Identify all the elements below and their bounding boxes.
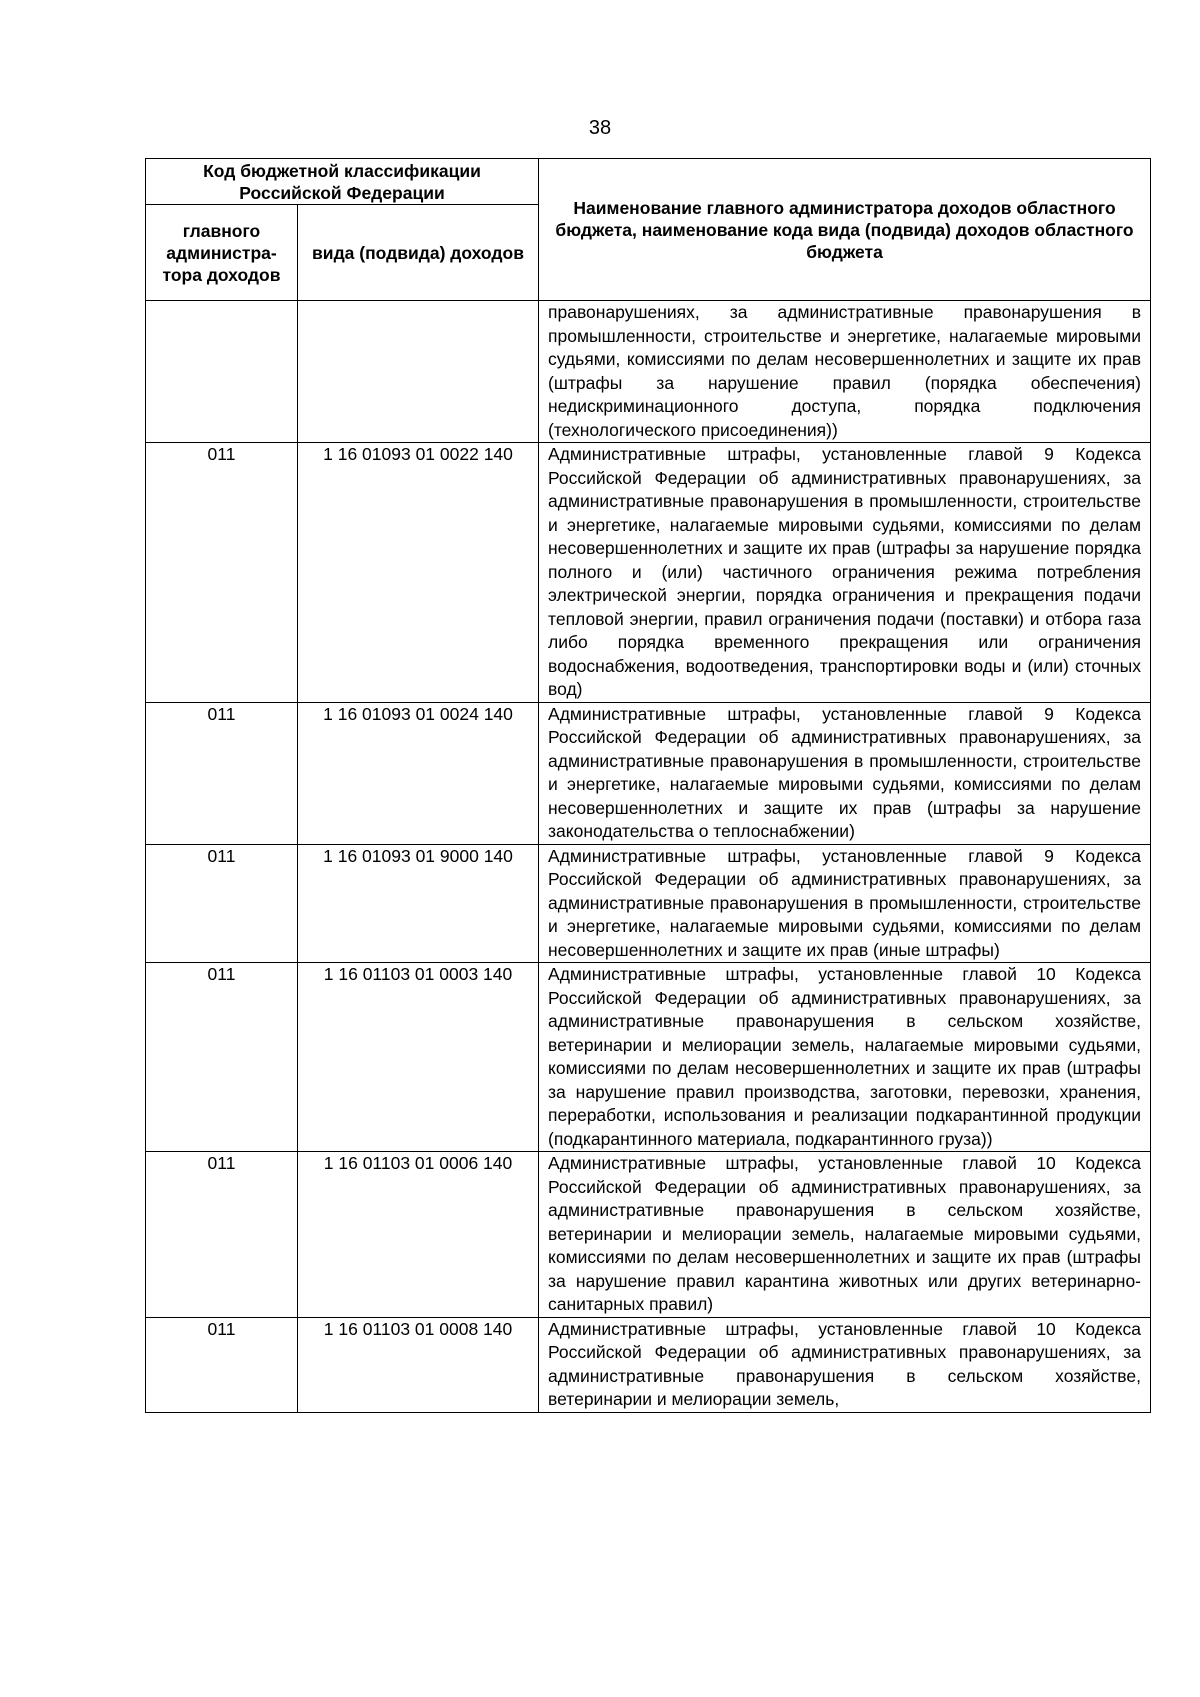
row-admin-code <box>146 301 298 443</box>
table-body <box>146 301 1151 1413</box>
table-row <box>146 1152 1151 1318</box>
row-income-code <box>298 301 539 443</box>
row-income-code: 1 16 01093 01 0022 140 <box>298 443 539 703</box>
budget-classification-table <box>145 158 1151 1413</box>
header-col-code: вида (подвида) доходов <box>298 205 539 301</box>
header-group-title: Код бюджетной классификации Российской Федерации <box>146 159 539 205</box>
header-col-name: Наименование главного администратора доходов областного бюджета, наименование кода вида (подвида) доходов областного бюджета <box>539 159 1151 301</box>
row-income-code: 1 16 01103 01 0008 140 <box>298 1317 539 1412</box>
row-description: Административные штрафы, установленные главой 10 Кодекса Российской Федерации об административных правонарушениях, за административные правонарушения в сельском хозяйстве, ветеринарии и мелиорации земель, налагаемые мировыми судьями, комиссиями по делам несовершеннолетних и защите их прав (штрафы за нарушение правил производства, заготовки, перевозки, хранения, переработки, использования и реализации подкарантинной продукции (подкарантинного материала, подкарантинного груза)) <box>539 963 1151 1152</box>
row-description: Административные штрафы, установленные главой 10 Кодекса Российской Федерации об административных правонарушениях, за административные правонарушения в сельском хозяйстве, ветеринарии и мелиорации земель, <box>539 1317 1151 1412</box>
row-description: Административные штрафы, установленные главой 10 Кодекса Российской Федерации об административных правонарушениях, за административные правонарушения в сельском хозяйстве, ветеринарии и мелиорации земель, налагаемые мировыми судьями, комиссиями по делам несовершеннолетних и защите их прав (штрафы за нарушение правил карантина животных или других ветеринарно- санитарных правил) <box>539 1152 1151 1318</box>
row-admin-code: 011 <box>146 844 298 963</box>
table-row <box>146 844 1151 963</box>
row-description: Административные штрафы, установленные главой 9 Кодекса Российской Федерации об административных правонарушениях, за административные правонарушения в промышленности, строительстве и энергетике, налагаемые мировыми судьями, комиссиями по делам несовершеннолетних и защите их прав (иные штрафы) <box>539 844 1151 963</box>
row-description: правонарушениях, за административные правонарушения в промышленности, строительстве и энергетике, налагаемые мировыми судьями, комиссиями по делам несовершеннолетних и защите их прав (штрафы за нарушение правил (порядка обеспечения) недискриминационного доступа, порядка подключения (технологического присоединения)) <box>539 301 1151 443</box>
row-description: Административные штрафы, установленные главой 9 Кодекса Российской Федерации об административных правонарушениях, за административные правонарушения в промышленности, строительстве и энергетике, налагаемые мировыми судьями, комиссиями по делам несовершеннолетних и защите их прав (штрафы за нарушение порядка полного и (или) частичного ограничения режима потребления электрической энергии, порядка ограничения и прекращения подачи тепловой энергии, правил ограничения подачи (поставки) и отбора газа либо порядка временного прекращения или ограничения водоснабжения, водоотведения, транспортировки воды и (или) сточных вод) <box>539 443 1151 703</box>
table-row <box>146 963 1151 1152</box>
page-number: 38 <box>588 117 612 139</box>
row-income-code: 1 16 01103 01 0003 140 <box>298 963 539 1152</box>
table-row <box>146 702 1151 844</box>
row-income-code: 1 16 01093 01 0024 140 <box>298 702 539 844</box>
row-description: Административные штрафы, установленные главой 9 Кодекса Российской Федерации об административных правонарушениях, за административные правонарушения в промышленности, строительстве и энергетике, налагаемые мировыми судьями, комиссиями по делам несовершеннолетних и защите их прав (штрафы за нарушение законодательства о теплоснабжении) <box>539 702 1151 844</box>
row-admin-code: 011 <box>146 1152 298 1318</box>
table-row <box>146 1317 1151 1412</box>
table-header <box>146 159 1151 301</box>
table-row <box>146 301 1151 443</box>
row-income-code: 1 16 01103 01 0006 140 <box>298 1152 539 1318</box>
row-admin-code: 011 <box>146 702 298 844</box>
row-admin-code: 011 <box>146 443 298 703</box>
row-admin-code: 011 <box>146 1317 298 1412</box>
row-income-code: 1 16 01093 01 9000 140 <box>298 844 539 963</box>
row-admin-code: 011 <box>146 963 298 1152</box>
header-col-admin: главного администра-тора доходов <box>146 205 298 301</box>
table-row <box>146 443 1151 703</box>
